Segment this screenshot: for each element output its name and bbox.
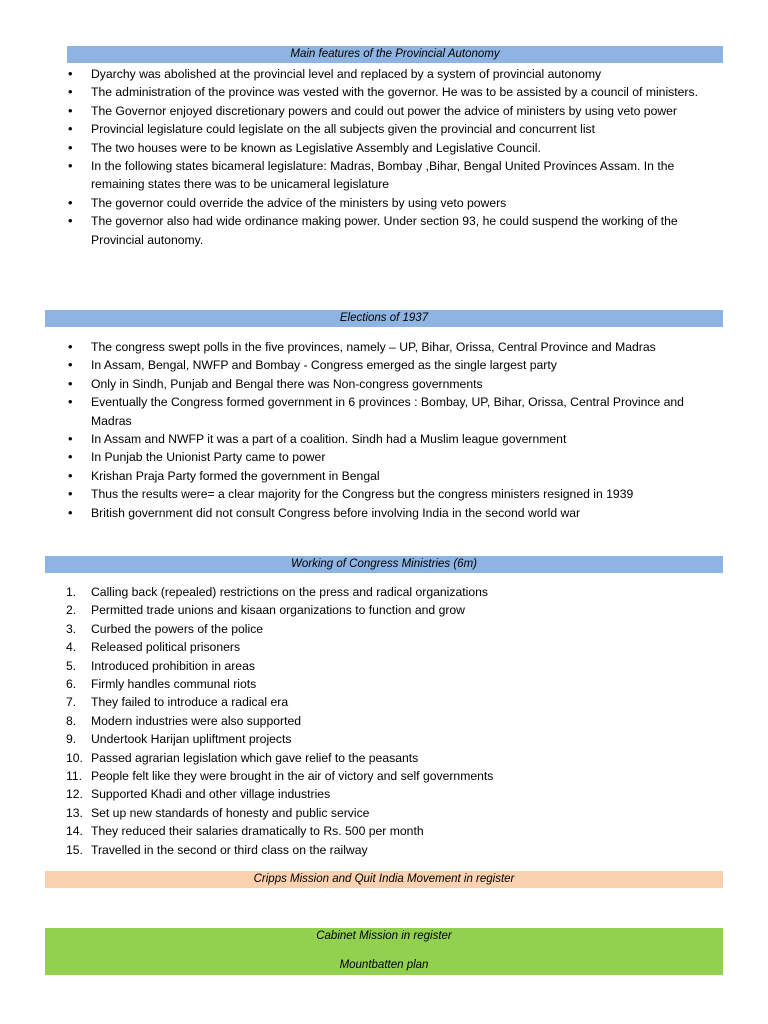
list-item [66,693,716,711]
list-item-text: Passed agrarian legislation which gave relief to the peasants [91,750,419,765]
list-number: 2. [66,603,77,618]
section-heading-provincial-autonomy: Main features of the Provincial Autonomy [67,46,723,63]
list-item: • In the following states bicameral legislature: Madras, Bombay ,Bihar, Bengal United Provinces Assam. In the remaining states there was to be unicameral legislature [68,157,718,194]
list-item-text: Curbed the powers of the police [91,621,264,636]
mountbatten-plan-heading: Mountbatten plan [339,959,429,971]
list-item [66,822,716,840]
list-number: 15. [66,842,83,857]
list-item: • Thus the results were= a clear majority for the Congress but the congress ministers resigned in 1939 [68,485,718,503]
list-item [66,767,716,785]
list-item: • Eventually the Congress formed government in 6 provinces : Bombay, UP, Bihar, Orissa, Central Province and Madras [68,393,718,430]
list-item-text: Released political prisoners [91,640,241,655]
list-number: 3. [66,621,77,636]
list-item-text: Supported Khadi and other village industries [91,787,331,802]
list-item: • Provincial legislature could legislate on the all subjects given the provincial and concurrent list [68,120,718,138]
list-item [66,785,716,803]
list-item: • The two houses were to be known as Legislative Assembly and Legislative Council. [68,139,718,157]
list-item-text: Set up new standards of honesty and public service [91,805,370,820]
list-item: • Dyarchy was abolished at the provincial level and replaced by a system of provincial autonomy [68,65,718,83]
list-number: 4. [66,640,77,655]
list-number: 14. [66,824,83,839]
list-item [66,841,716,859]
list-item-text: Calling back (repealed) restrictions on the press and radical organizations [91,585,488,599]
list-item [66,583,716,601]
list-item: • Krishan Praja Party formed the government in Bengal [68,467,718,485]
list-item: • The governor could override the advice of the ministers by using veto powers [68,194,718,212]
section-heading-cabinet-mission-block [45,928,723,975]
list-item-text: Undertook Harijan upliftment projects [91,732,292,747]
list-item [66,675,716,693]
list-item [66,730,716,748]
list-number: 5. [66,658,77,673]
list-item: • Only in Sindh, Punjab and Bengal there was Non-congress governments [68,375,718,393]
list-item-text: Modern industries were also supported [91,713,302,728]
list-item: • British government did not consult Congress before involving India in the second world war [68,504,718,522]
list-number: 6. [66,677,77,692]
list-item [66,804,716,822]
cabinet-mission-heading: Cabinet Mission in register [316,930,452,942]
list-item [66,657,716,675]
list-item [66,638,716,656]
section-heading-cripps-mission: Cripps Mission and Quit India Movement in register [45,871,723,888]
list-number: 12. [66,787,83,802]
elections-1937-list [68,338,718,522]
list-item [66,749,716,767]
list-number: 8. [66,713,77,728]
list-item [66,601,716,619]
list-item-text: They reduced their salaries dramatically to Rs. 500 per month [91,824,424,839]
list-number: 1. [66,585,77,599]
list-item-text: Travelled in the second or third class on the railway [91,842,368,857]
section-heading-congress-ministries: Working of Congress Ministries (6m) [45,556,723,573]
list-number: 11. [66,769,83,784]
list-item: • In Assam, Bengal, NWFP and Bombay - Congress emerged as the single largest party [68,356,718,374]
list-item: • In Assam and NWFP it was a part of a coalition. Sindh had a Muslim league government [68,430,718,448]
list-item: • The Governor enjoyed discretionary powers and could out power the advice of ministers by using veto power [68,102,718,120]
list-item-text: People felt like they were brought in the air of victory and self governments [91,769,494,784]
list-item-text: Firmly handles communal riots [91,677,257,692]
list-item-text: They failed to introduce a radical era [91,695,289,710]
list-item: • The congress swept polls in the five provinces, namely – UP, Bihar, Orissa, Central Province and Madras [68,338,718,356]
provincial-autonomy-list [68,65,718,249]
list-item: • In Punjab the Unionist Party came to power [68,448,718,466]
list-number: 9. [66,732,77,747]
section-heading-elections-1937: Elections of 1937 [45,310,723,327]
list-item-text: Introduced prohibition in areas [91,658,255,673]
list-item: • The governor also had wide ordinance making power. Under section 93, he could suspend the working of the Provincial autonomy. [68,212,718,249]
list-number: 10. [66,750,83,765]
list-item: • The administration of the province was vested with the governor. He was to be assisted by a council of ministers. [68,83,718,101]
list-item [66,620,716,638]
list-item-text: Permitted trade unions and kisaan organizations to function and grow [91,603,465,618]
congress-ministries-list [66,583,716,859]
list-item [66,712,716,730]
list-number: 13. [66,805,83,820]
list-number: 7. [66,695,77,710]
